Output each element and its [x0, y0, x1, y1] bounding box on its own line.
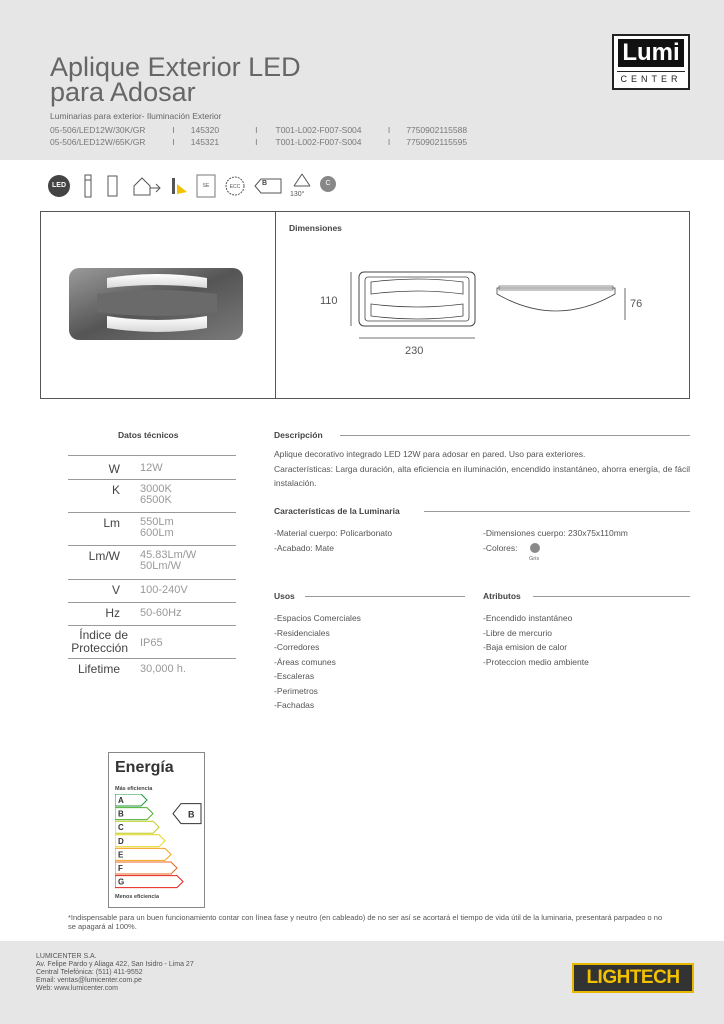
- logo-top-text: Lumi: [618, 39, 684, 67]
- sku-code: T001-L002-F007-S004: [275, 137, 362, 147]
- tech-value: [140, 549, 196, 575]
- sku-code: T001-L002-F007-S004: [275, 125, 362, 135]
- tech-value: IP65: [140, 637, 163, 649]
- section-line: [340, 435, 690, 436]
- tech-key: Lm: [103, 516, 120, 530]
- beam-angle-label: 130°: [290, 191, 305, 198]
- lightech-logo: [572, 963, 694, 993]
- section-line: [533, 596, 690, 597]
- tech-value: 100-240V: [140, 584, 188, 596]
- energy-class-label: D: [118, 836, 124, 846]
- tech-value: 50-60Hz: [140, 607, 182, 619]
- product-title: [50, 52, 301, 107]
- energy-class-label: F: [118, 864, 123, 873]
- outline-icon: [106, 174, 120, 198]
- energy-class-label: E: [118, 850, 124, 860]
- ean-code: 7750902115595: [406, 137, 468, 147]
- characteristics-title: Características de la Luminaria: [274, 506, 400, 516]
- ref-code: 05-506/LED12W/65K/GR: [50, 137, 146, 147]
- tech-value-line: 45.83Lm/W: [140, 549, 197, 561]
- list-item: -Fachadas: [274, 700, 315, 710]
- tech-value: [140, 483, 172, 508]
- usos-list: [274, 611, 361, 713]
- beam-angle-icon: [290, 172, 314, 190]
- certification-icon: [196, 174, 216, 198]
- tech-value-line: 6500K: [140, 494, 172, 506]
- tech-value-line: 600Lm: [140, 527, 174, 539]
- svg-text:ECC: ECC: [229, 184, 241, 190]
- list-item: -Escaleras: [274, 671, 315, 681]
- width-dimension: 230: [405, 345, 424, 357]
- energy-rating-arrow: [173, 804, 201, 824]
- table-row: [68, 658, 236, 683]
- energy-bar-e: [115, 848, 171, 860]
- title-line-2: para Adosar: [50, 77, 196, 107]
- table-row: [68, 479, 236, 512]
- tech-key: Lm/W: [88, 549, 120, 563]
- ecc-icon: [224, 174, 246, 198]
- color-swatch-label: Gris: [529, 556, 540, 562]
- tech-key: Índice de Protección: [71, 628, 128, 655]
- install-house-icon: [132, 174, 162, 198]
- tech-value: [140, 516, 174, 541]
- tech-data-table: [68, 455, 236, 683]
- logo-bottom-text: CENTER: [617, 71, 685, 84]
- table-row: [68, 455, 236, 479]
- energy-class-label: B: [118, 809, 124, 819]
- lightech-logo-text: LIGHTECH: [586, 967, 680, 988]
- characteristics-right: [483, 526, 628, 555]
- energy-bar-g: [115, 876, 183, 888]
- list-item: -Residenciales: [274, 627, 330, 638]
- section-line: [424, 511, 690, 512]
- svg-text:SE: SE: [202, 183, 210, 189]
- energy-label: [108, 752, 205, 908]
- company-name: LUMICENTER S.A.: [36, 953, 97, 960]
- list-item: -Proteccion medio ambiente: [483, 656, 589, 667]
- energy-title: Energía: [115, 759, 174, 776]
- ean-code: 7750902115588: [406, 125, 468, 135]
- description-title: Descripción: [274, 430, 323, 440]
- table-row: [68, 602, 236, 625]
- tech-value: 12W: [140, 462, 163, 474]
- energy-class-label: G: [118, 877, 125, 887]
- company-email[interactable]: Email: ventas@lumicenter.com.pe: [36, 977, 142, 984]
- table-row: [68, 579, 236, 602]
- item-code: 145321: [190, 137, 220, 147]
- section-line: [305, 596, 465, 597]
- item-code: 145320: [190, 125, 220, 135]
- tech-key: W: [108, 462, 120, 476]
- description-paragraph: Aplique decorativo integrado LED 12W para adosar en pared. Uso para exteriores.: [274, 449, 586, 459]
- dimensions-title: Dimensiones: [289, 223, 342, 233]
- wall-mount-icon: [82, 174, 94, 198]
- ref-code: 05-506/LED12W/30K/GR: [50, 125, 146, 135]
- code-row: [50, 125, 467, 137]
- tech-key: V: [111, 583, 120, 597]
- characteristic-item: -Acabado: Mate: [274, 542, 335, 553]
- energy-class-label: C: [118, 823, 124, 833]
- separator: I: [255, 125, 258, 135]
- company-info: [36, 953, 194, 993]
- product-codes: [50, 125, 467, 149]
- energy-top-label: Más eficiencia: [115, 786, 153, 792]
- energy-bar-f: [115, 862, 177, 874]
- energy-scale: [115, 794, 203, 894]
- list-item: -Baja emision de calor: [483, 642, 568, 652]
- company-address: Av. Felipe Pardo y Aliaga 422, San Isidro - Lima 27: [36, 961, 194, 968]
- footnote: *Indispensable para un buen funcionamiento contar con línea fase y neutro (en cableado) de no ser así se acortará el tiempo de vida útil de la luminaria, presentará parpadeo o no se apagará al 100%.: [68, 913, 663, 931]
- panel-divider: [275, 212, 276, 398]
- tech-value-line: 3000K: [140, 483, 172, 495]
- lumicenter-logo: [612, 34, 690, 90]
- list-item: -Perimetros: [274, 685, 318, 696]
- led-icon: LED: [48, 175, 70, 197]
- usos-title: Usos: [274, 591, 295, 601]
- code-row: [50, 137, 467, 149]
- energy-class-letter: B: [262, 180, 268, 187]
- tech-key: Lifetime: [77, 662, 120, 676]
- atributos-title: Atributos: [483, 591, 521, 601]
- tech-key: Hz: [105, 606, 120, 620]
- list-item: -Espacios Comerciales: [274, 613, 361, 623]
- color-class-icon: C: [320, 176, 336, 192]
- title-line-1: Aplique Exterior LED: [50, 52, 301, 82]
- energy-bottom-label: Menos eficiencia: [115, 894, 160, 900]
- tech-key: K: [111, 483, 120, 497]
- description-text: [274, 447, 690, 491]
- height-dimension: 110: [320, 295, 338, 307]
- energy-rating-label: B: [188, 809, 195, 820]
- characteristic-item: -Dimensiones cuerpo: 230x75x110mm: [483, 528, 628, 538]
- separator: I: [255, 137, 258, 147]
- table-row: [68, 625, 236, 658]
- dimension-drawing: [315, 268, 655, 360]
- tech-value-line: 50Lm/W: [140, 560, 181, 572]
- separator: I: [172, 125, 175, 135]
- company-web[interactable]: Web: www.lumicenter.com: [36, 985, 118, 992]
- depth-dimension: 76: [630, 298, 643, 310]
- light-direction-icon: [170, 176, 190, 198]
- separator: I: [387, 125, 391, 135]
- energy-class-icon: [254, 177, 282, 195]
- description-paragraph: Características: Larga duración, alta eficiencia en iluminación, encendido instantáneo, ahorra energía, de fácil instalación.: [274, 463, 690, 488]
- characteristic-item: -Colores:: [483, 542, 518, 553]
- list-item: -Encendido instantáneo: [483, 613, 573, 623]
- atributos-list: [483, 611, 589, 669]
- energy-class-label: A: [118, 796, 124, 805]
- list-item: -Áreas comunes: [274, 656, 336, 667]
- tech-data-title: Datos técnicos: [118, 430, 179, 440]
- list-item: -Libre de mercurio: [483, 627, 552, 638]
- separator: I: [387, 137, 391, 147]
- table-row: [68, 545, 236, 579]
- color-swatch: [530, 543, 540, 553]
- tech-value-line: 550Lm: [140, 516, 174, 528]
- feature-icons: [48, 172, 348, 202]
- tech-value: 30,000 h.: [140, 663, 186, 675]
- product-subtitle: Luminarias para exterior- Iluminación Exterior: [50, 111, 222, 121]
- table-row: [68, 512, 236, 545]
- list-item: -Corredores: [274, 642, 320, 652]
- characteristics-left: [274, 526, 392, 555]
- characteristic-item: -Material cuerpo: Policarbonato: [274, 528, 393, 538]
- separator: I: [172, 137, 175, 147]
- company-phone: Central Telefónica: (511) 411-9552: [36, 969, 143, 976]
- product-photo: [67, 266, 247, 344]
